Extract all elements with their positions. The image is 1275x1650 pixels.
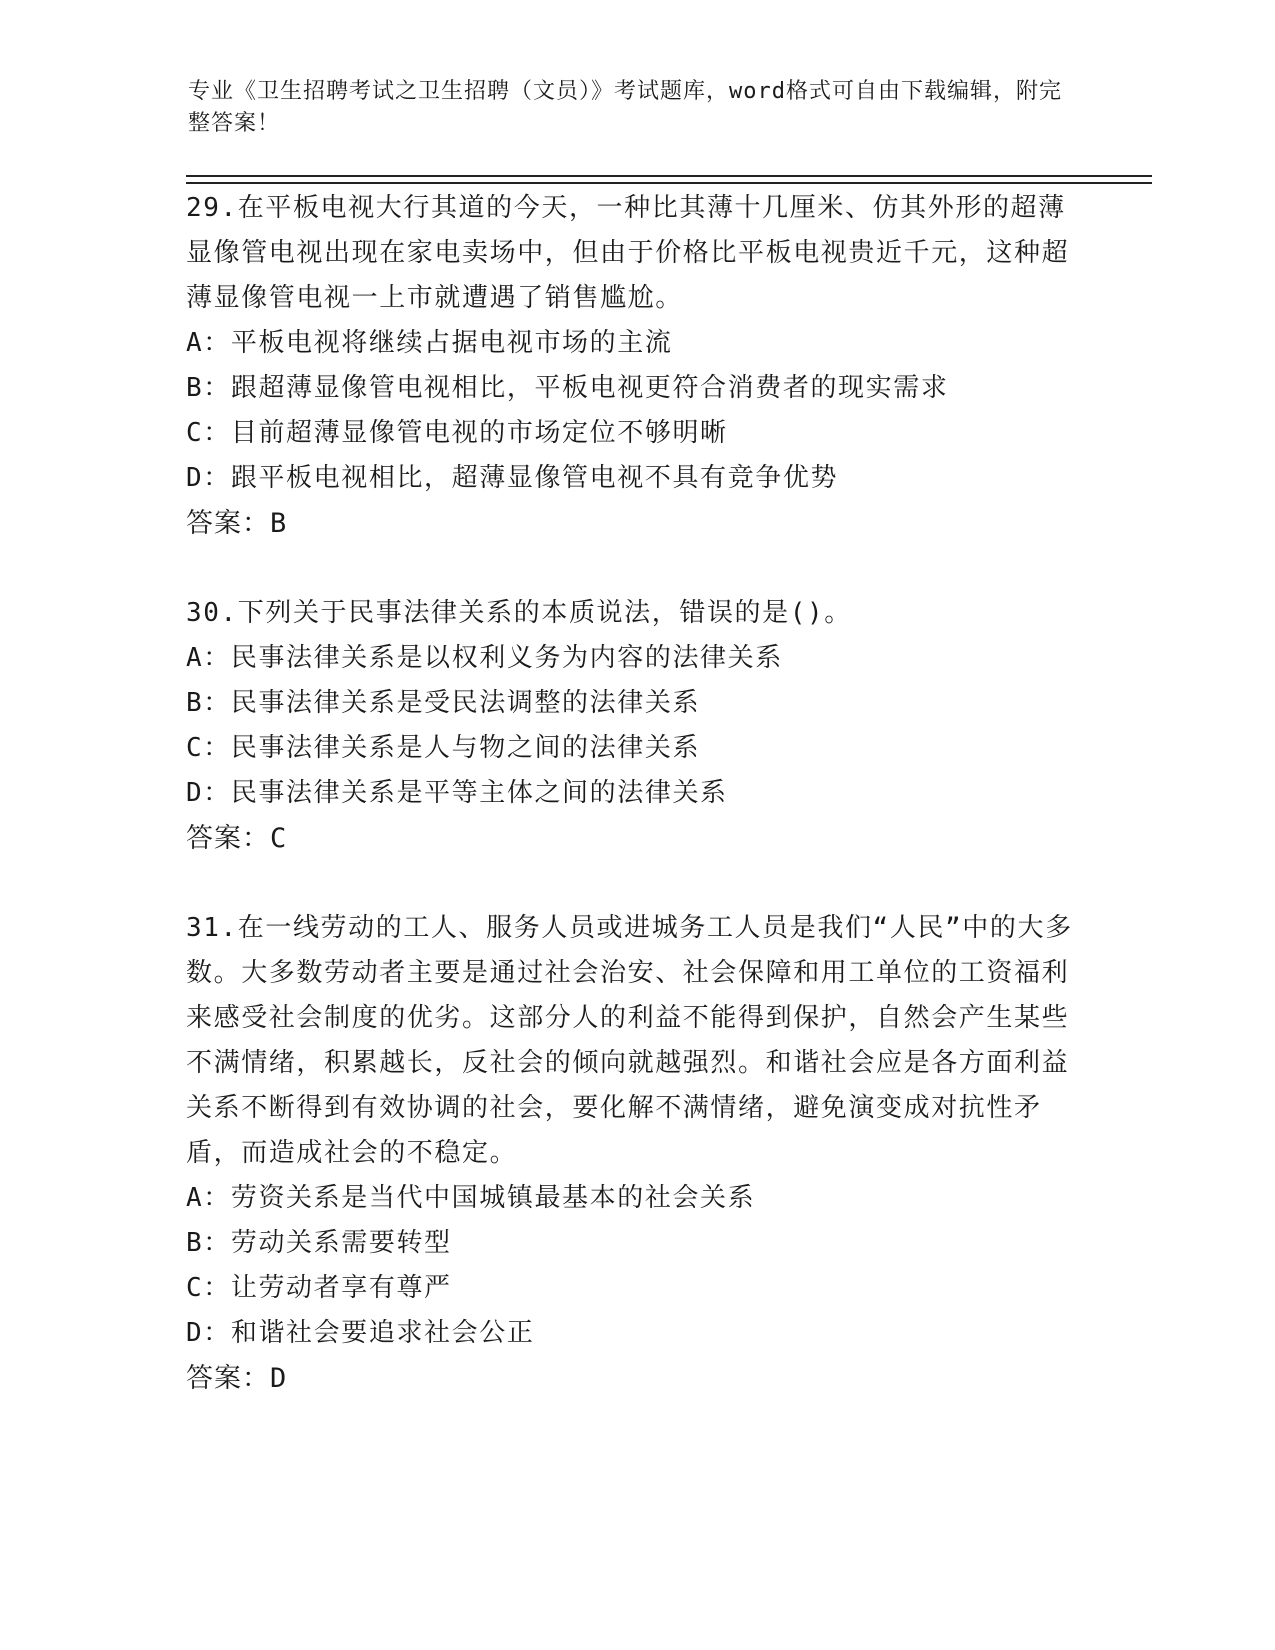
- question-30: [186, 591, 1086, 861]
- answer-label: 答案：: [186, 823, 270, 854]
- option-a: A：劳资关系是当代中国城镇最基本的社会关系: [186, 1183, 756, 1213]
- option-a: A：平板电视将继续占据电视市场的主流: [186, 328, 673, 358]
- option-a: A：民事法律关系是以权利义务为内容的法律关系: [186, 643, 783, 673]
- question-list: [186, 186, 1086, 1401]
- option-c: C：让劳动者享有尊严: [186, 1273, 452, 1303]
- answer-line: [186, 1356, 1086, 1401]
- header-divider-top: [186, 175, 1152, 177]
- question-stem: 30.下列关于民事法律关系的本质说法，错误的是()。: [186, 598, 852, 628]
- answer-line: [186, 816, 1086, 861]
- option-b: B：民事法律关系是受民法调整的法律关系: [186, 688, 701, 718]
- option-d: D：和谐社会要追求社会公正: [186, 1318, 535, 1348]
- answer-label: 答案：: [186, 508, 270, 539]
- question-spacer: [186, 546, 1086, 591]
- question-31: [186, 906, 1086, 1401]
- option-d: D：跟平板电视相比，超薄显像管电视不具有竞争优势: [186, 463, 839, 493]
- answer-value: B: [270, 508, 288, 539]
- question-spacer: [186, 861, 1086, 906]
- answer-value: C: [270, 823, 288, 854]
- answer-line: [186, 501, 1086, 546]
- option-c: C：目前超薄显像管电视的市场定位不够明晰: [186, 418, 728, 448]
- question-stem: 29.在平板电视大行其道的今天，一种比其薄十几厘米、仿其外形的超薄显像管电视出现在家电卖场中，但由于价格比平板电视贵近千元，这种超薄显像管电视一上市就遭遇了销售尴尬。: [186, 193, 1070, 313]
- option-b: B：劳动关系需要转型: [186, 1228, 452, 1258]
- header-divider-bottom: [186, 182, 1152, 184]
- answer-label: 答案：: [186, 1363, 270, 1394]
- document-header: 专业《卫生招聘考试之卫生招聘（文员）》考试题库，word格式可自由下载编辑，附完整答案！: [188, 79, 1062, 136]
- question-stem: 31.在一线劳动的工人、服务人员或进城务工人员是我们“人民”中的大多数。大多数劳动者主要是通过社会治安、社会保障和用工单位的工资福利来感受社会制度的优劣。这部分人的利益不能得到保护，自然会产生某些不满情绪，积累越长，反社会的倾向就越强烈。和谐社会应是各方面利益关系不断得到有效协调的社会，要化解不满情绪，避免演变成对抗性矛盾，而造成社会的不稳定。: [186, 913, 1073, 1168]
- answer-value: D: [270, 1363, 288, 1394]
- question-29: [186, 186, 1086, 546]
- option-c: C：民事法律关系是人与物之间的法律关系: [186, 733, 701, 763]
- option-d: D：民事法律关系是平等主体之间的法律关系: [186, 778, 728, 808]
- option-b: B：跟超薄显像管电视相比，平板电视更符合消费者的现实需求: [186, 373, 949, 403]
